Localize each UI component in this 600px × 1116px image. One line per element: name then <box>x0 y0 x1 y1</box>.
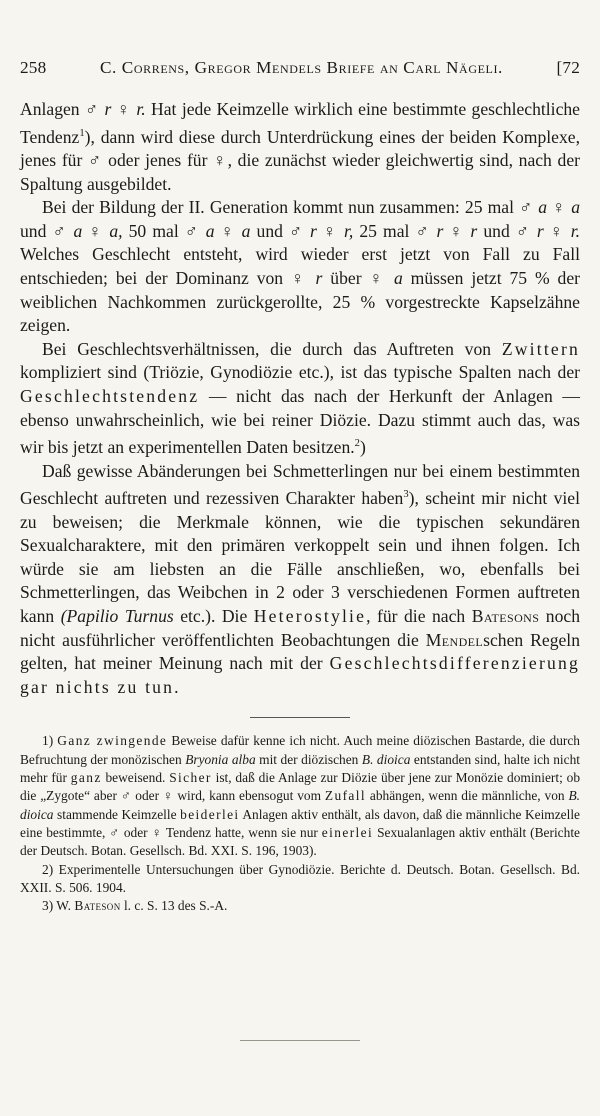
footnote-ref: 3 <box>403 489 409 501</box>
italic-text: r <box>470 220 478 241</box>
text-run: entstanden sind, halte ich nicht mehr für <box>20 751 581 786</box>
text-run: ♀ <box>82 220 110 241</box>
italic-text: r <box>104 99 112 119</box>
page-number: 258 <box>20 58 47 77</box>
text-run: ), scheint mir nicht viel zu beweisen; die Merkmale können, wie die typischen sekundären Sexualcharaktere, mit den primären verkoppelt sein und ihnen folgen. Ich würde sie am liebsten an die Fälle anschließen, wo, ebenfalls bei Schmetterlingen, das Weibchen in 2 oder 3 verschiedenen Formen auftreten kann <box>20 488 580 627</box>
footnotes <box>20 732 580 915</box>
spaced-text: Heterostylie <box>253 606 367 627</box>
small-caps-name: Mendel <box>425 629 484 650</box>
text-run: — nicht das nach der Herkunft der Anlagen — ebenso unwahrscheinlich, wie bei reiner Diözie. Dazu stimmt auch das, was wir bis jetzt an experimentellen Daten besitzen. <box>20 385 580 458</box>
footnote-3 <box>20 897 580 915</box>
text-run: 25 mal ♂ <box>353 220 437 241</box>
footnote-ref: 2 <box>354 438 360 450</box>
text-run: ♀ <box>214 220 242 241</box>
text-run: und ♂ <box>250 220 310 241</box>
text-run: ♀ <box>111 99 137 119</box>
text-run: ♀ <box>443 220 471 241</box>
text-run: kompliziert sind (Triözie, Gynodiözie etc.), ist das typische Spalten nach der <box>20 362 580 383</box>
text-run: 2) Experimentelle Untersuchungen über Gynodiözie. Berichte d. Deutsch. Botan. Gesellsch. Bd. XXII. S. 506. 1904. <box>20 861 580 895</box>
text-run: und ♂ <box>477 220 537 241</box>
text-run: l. c. S. 13 des S.-A. <box>120 898 228 914</box>
footnote-2 <box>20 861 580 898</box>
text-run: etc.). Die <box>173 606 254 627</box>
text-run: Beweise dafür kenne ich nicht. Auch meine diözischen Bastarde, die durch Befruchtung der monözischen <box>20 733 580 767</box>
text-run: schen Regeln gelten, hat meiner Meinung nach mit der <box>20 629 580 674</box>
italic-text: r <box>315 268 323 289</box>
italic-text: (Papilio Turnus <box>60 606 174 627</box>
text-run: noch nicht ausführlicher veröffentlichten Beobachtungen die <box>20 606 580 650</box>
text-run: ) <box>359 437 366 458</box>
italic-text: a <box>394 268 403 289</box>
italic-text: r <box>310 220 317 241</box>
main-text <box>20 98 580 699</box>
paragraph <box>20 338 580 460</box>
spaced-text: Geschlechtstendenz <box>20 385 200 406</box>
text-run: Anlagen aktiv enthält, als davon, daß die männliche Keimzelle eine bestimmte, ♂ oder ♀ Tendenz hatte, wenn sie nur <box>20 806 580 840</box>
italic-text: a <box>73 220 83 241</box>
text-run: Anlagen ♂ <box>20 99 105 119</box>
text-run: mit der diözischen <box>255 751 362 767</box>
italic-text: B. dioica <box>361 751 411 767</box>
running-header <box>20 58 580 78</box>
italic-text: Bryonia alba <box>185 751 256 767</box>
italic-text: a <box>571 197 580 218</box>
text-run: Daß gewisse Abänderungen bei Schmetterlingen nur bei einem bestimmten Geschlecht auftreten und rezessiven Charakter haben <box>20 460 580 509</box>
footnote-separator <box>250 717 350 718</box>
italic-text: r <box>436 220 444 241</box>
text-run: , für die nach <box>366 606 472 627</box>
text-run: Welches Geschlecht entsteht, wird wieder erst jetzt von Fall zu Fall entschieden; bei der Dominanz von ♀ <box>20 244 580 289</box>
end-rule <box>240 1040 360 1041</box>
text-run: abhängen, wenn die männliche, von <box>366 788 569 804</box>
text-run: 50 mal ♂ <box>122 220 206 241</box>
italic-text: B. dioica <box>20 788 580 822</box>
text-run: ♀ <box>547 197 572 218</box>
small-caps-name: Batesons <box>471 606 540 627</box>
spaced-text: Ganz zwingende <box>57 733 168 749</box>
spaced-text: beiderlei <box>180 806 240 822</box>
spaced-text: Sicher <box>169 770 212 786</box>
text-run: 1) <box>42 733 58 749</box>
text-run: Hat jede Keimzelle wirklich eine bestimmte geschlechtliche Tendenz <box>20 99 580 147</box>
paragraph <box>20 98 580 196</box>
footnote-ref: 1 <box>79 127 85 139</box>
italic-text: r. <box>570 220 581 241</box>
text-run: stammende Keimzelle <box>53 806 181 822</box>
italic-text: r. <box>136 99 146 119</box>
italic-text: a, <box>109 220 123 241</box>
text-run: ♀ <box>316 220 344 241</box>
text-run: über ♀ <box>322 268 394 289</box>
text-run: 3) W. <box>42 898 75 914</box>
spaced-text: Geschlechtsdifferenzierung gar nichts zu tun. <box>20 653 580 697</box>
text-run: müssen jetzt 75 % der weiblichen Nachkommen zurückgerollte, 25 % vorgestreckte Kapselzähne zeigen. <box>20 268 580 336</box>
paragraph <box>20 460 580 700</box>
text-run: ♀ <box>543 220 571 241</box>
spaced-text: Zwittern <box>501 338 580 359</box>
section-number: [72 <box>556 58 580 77</box>
text-run: ), dann wird diese durch Unterdrückung eines der beiden Komplexe, jenes für ♂ oder jenes für ♀, die zunächst wieder gleichwertig sind, nach der Spaltung ausgebildet. <box>20 126 580 194</box>
text-run: Bei Geschlechtsverhältnissen, die durch das Auftreten von <box>42 338 502 359</box>
spaced-text: ganz <box>70 770 102 786</box>
italic-text: a <box>205 220 215 241</box>
italic-text: r, <box>343 220 354 241</box>
text-run: Bei der Bildung der II. Generation kommt nun zusammen: 25 mal ♂ <box>42 197 539 218</box>
spaced-text: Zufall <box>324 788 367 804</box>
text-run: ist, daß die Anlage zur Diözie über jene zur Monözie dominiert; ob die „Zygote“ aber ♂ oder ♀ wird, kann ebensogut vom <box>20 770 581 804</box>
text-run: beweisend. <box>101 770 170 786</box>
italic-text: a <box>538 197 547 218</box>
running-title: C. Correns, Gregor Mendels Briefe an Carl Nägeli. <box>99 58 503 77</box>
text-run: und ♂ <box>20 220 74 241</box>
spaced-text: einerlei <box>321 824 374 840</box>
paragraph <box>20 196 580 338</box>
italic-text: a <box>241 220 251 241</box>
italic-text: r <box>536 220 544 241</box>
text-run: Sexualanlagen aktiv enthält (Berichte der Deutsch. Botan. Gesellsch. Bd. XXI. S. 196, 1903). <box>20 824 580 859</box>
small-caps-name: Bateson <box>74 898 121 914</box>
footnote-1 <box>20 732 580 860</box>
